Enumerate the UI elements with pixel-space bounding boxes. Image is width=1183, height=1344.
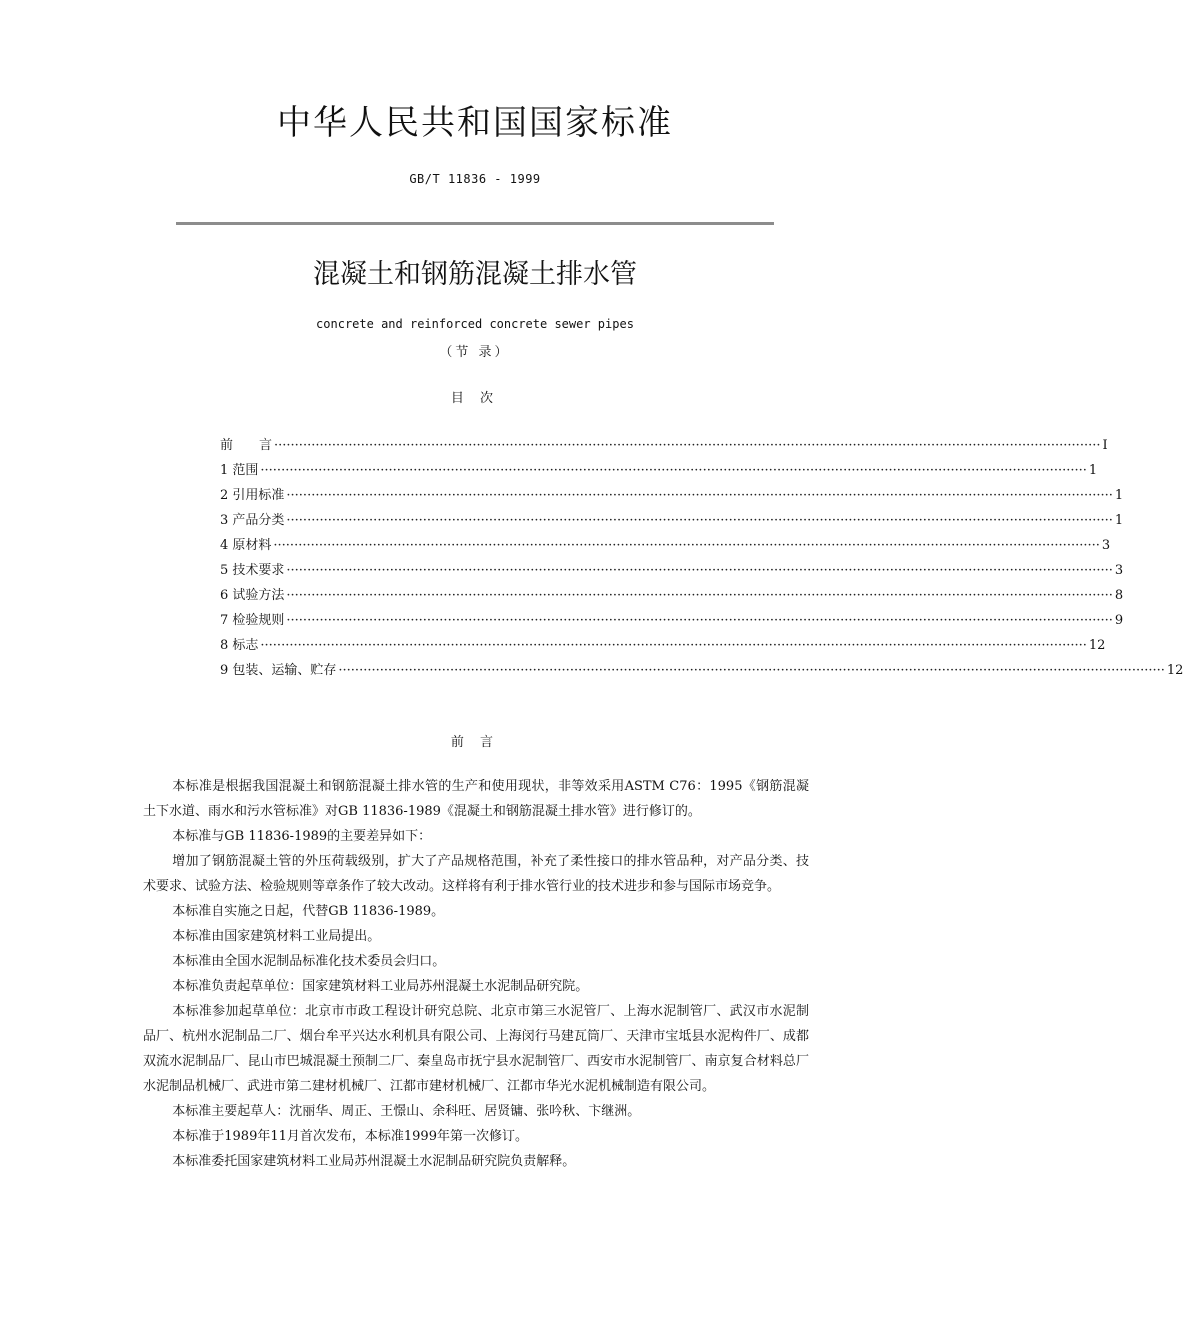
preface-paragraph: 本标准由全国水泥制品标准化技术委员会归口。	[172, 954, 446, 969]
toc-entry-page: 12	[1166, 663, 1183, 678]
document-subtitle-en: concrete and reinforced concrete sewer pipes	[316, 317, 634, 331]
toc-entry	[220, 433, 1108, 458]
toc-entry-label: 5 技术要求	[220, 563, 285, 578]
toc-entry-page: 1	[1114, 513, 1124, 528]
preface-paragraph: 本标准主要起草人：沈丽华、周正、王憬山、余科旺、居贤镛、张吟秋、卞继洲。	[172, 1104, 641, 1119]
toc-entry	[220, 608, 1124, 633]
toc-entry-label: 6 试验方法	[220, 588, 285, 603]
toc-entry	[220, 483, 1124, 508]
toc-entry	[220, 458, 1098, 483]
preface-paragraph: 本标准由国家建筑材料工业局提出。	[172, 929, 381, 944]
toc-entry-label: 3 产品分类	[220, 513, 285, 528]
toc-entry-label: 前 言	[220, 438, 273, 453]
toc-entry	[220, 508, 1124, 533]
toc-entry	[220, 633, 1106, 658]
toc-leader-dots: ········································································································································································································	[260, 638, 1087, 653]
toc-entry-page: 9	[1114, 613, 1124, 628]
toc-leader-dots: ········································································································································································································	[274, 438, 1101, 453]
preface-paragraph: 本标准自实施之日起，代替GB 11836-1989。	[172, 904, 445, 919]
preface-paragraph: 本标准负责起草单位：国家建筑材料工业局苏州混凝土水泥制品研究院。	[172, 979, 589, 994]
toc-entry-label: 4 原材料	[220, 538, 272, 553]
preface-heading: 前 言	[450, 735, 500, 750]
excerpt-note: （节 录）	[439, 345, 511, 360]
preface-paragraph: 本标准于1989年11月首次发布，本标准1999年第一次修订。	[172, 1129, 528, 1144]
toc-entry-label: 2 引用标准	[220, 488, 285, 503]
standard-number: GB/T 11836 - 1999	[409, 172, 541, 186]
preface-paragraph: 增加了钢筋混凝土管的外压荷载级别，扩大了产品规格范围，补充了柔性接口的排水管品种，对产品分类、技术要求、试验方法、检验规则等章条作了较大改动。这样将有利于排水管行业的技术进步和参与国际市场竞争。	[143, 854, 809, 894]
toc-leader-dots: ········································································································································································································	[286, 563, 1113, 578]
standard-title: 中华人民共和国国家标准	[277, 103, 673, 143]
document-title: 混凝土和钢筋混凝土排水管	[313, 259, 637, 290]
toc-leader-dots: ········································································································································································································	[286, 613, 1113, 628]
toc-leader-dots: ········································································································································································································	[338, 663, 1165, 678]
toc-leader-dots: ········································································································································································································	[286, 588, 1113, 603]
toc-entry-page: 3	[1101, 538, 1111, 553]
preface-paragraph: 本标准参加起草单位：北京市市政工程设计研究总院、北京市第三水泥管厂、上海水泥制管厂、武汉市水泥制品厂、杭州水泥制品二厂、烟台牟平兴达水利机具有限公司、上海闵行马建瓦筒厂、天津市宝坻县水泥构件厂、成都双流水泥制品厂、昆山市巴城混凝土预制二厂、秦皇岛市抚宁县水泥制管厂、西安市水泥制管厂、南京复合材料总厂水泥制品机械厂、武进市第二建材机械厂、江都市建材机械厂、江都市华光水泥机械制造有限公司。	[143, 1004, 809, 1094]
toc-entry-page: 8	[1114, 588, 1124, 603]
toc-entry	[220, 533, 1111, 558]
toc-entry-page: I	[1102, 438, 1108, 453]
toc-entry-page: 3	[1114, 563, 1124, 578]
toc-leader-dots: ········································································································································································································	[286, 513, 1113, 528]
toc-entry	[220, 583, 1124, 608]
toc-entry-label: 7 检验规则	[220, 613, 285, 628]
toc-leader-dots: ········································································································································································································	[273, 538, 1100, 553]
preface-paragraph: 本标准委托国家建筑材料工业局苏州混凝土水泥制品研究院负责解释。	[172, 1154, 576, 1169]
toc-entry-label: 9 包装、运输、贮存	[220, 663, 337, 678]
table-of-contents	[220, 433, 1183, 683]
toc-entry	[220, 658, 1183, 683]
toc-heading: 目 次	[450, 391, 500, 406]
toc-leader-dots: ········································································································································································································	[260, 463, 1087, 478]
toc-entry	[220, 558, 1124, 583]
preface-paragraph: 本标准是根据我国混凝土和钢筋混凝土排水管的生产和使用现状，非等效采用ASTM C76：1995《钢筋混凝土下水道、雨水和污水管标准》对GB 11836-1989《混凝土和钢筋混凝土排水管》进行修订的。	[143, 779, 809, 819]
toc-entry-label: 1 范围	[220, 463, 259, 478]
toc-entry-label: 8 标志	[220, 638, 259, 653]
header-divider	[176, 222, 774, 225]
preface-paragraph: 本标准与GB 11836-1989的主要差异如下：	[172, 829, 432, 844]
toc-leader-dots: ········································································································································································································	[286, 488, 1113, 503]
toc-entry-page: 1	[1114, 488, 1124, 503]
preface-body	[143, 774, 809, 1174]
toc-entry-page: 12	[1088, 638, 1106, 653]
toc-entry-page: 1	[1088, 463, 1098, 478]
